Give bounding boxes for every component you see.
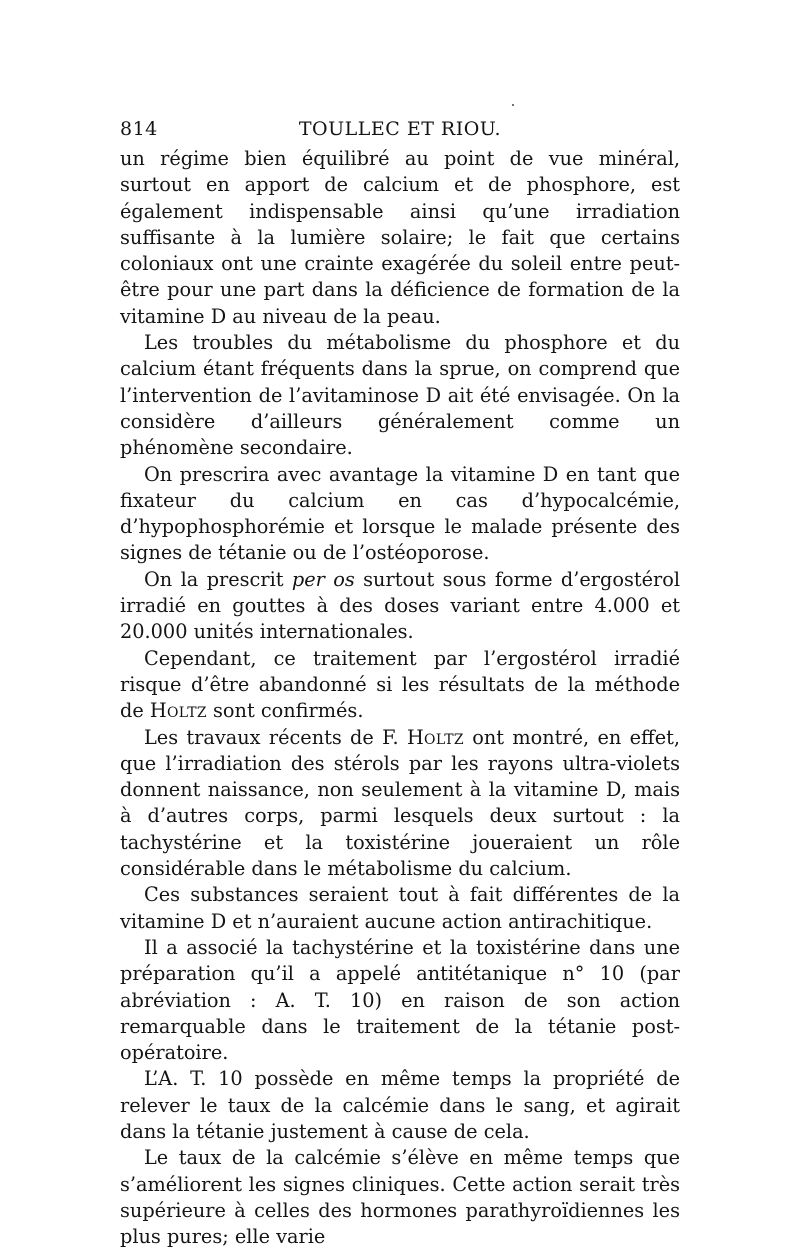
paragraph [120,330,680,461]
text-run: Le taux de la calcémie s’élève en même temps que s’améliorent les signes cliniques. Cette action serait très supérieure à celles des hormones parathyroïdiennes les plus pures; elle varie [120,1146,680,1249]
running-title: TOULLEC ET RIOU. [298,118,502,140]
text-run: Ces substances seraient tout à fait différentes de la vitamine D et n’auraient aucune action antirachitique. [120,883,680,933]
text-run: surtout sous forme d’ergostérol irradié en gouttes à des doses variant entre 4.000 et 20.000 unités internationales. [120,567,680,644]
paragraph [120,935,680,1066]
paragraph [120,646,680,725]
paragraph [120,1145,680,1250]
paragraph [120,725,680,883]
page-number: 814 [120,118,158,140]
italic-run: per os [291,567,355,591]
text-run: Cependant, ce traitement par l’ergostérol irradié risque d’être abandonné si les résultats de la méthode de [120,646,680,723]
text-run: L’A. T. 10 possède en même temps la propriété de relever le taux de la calcémie dans le sang, et agirait dans la tétanie justement à cause de cela. [120,1067,680,1143]
book-page [120,114,680,1250]
text-run: On la prescrit [144,567,292,591]
running-head [120,114,680,144]
paragraph [120,567,680,646]
stray-ink-dot [512,104,514,106]
paragraph [120,462,680,567]
text-run: un régime bien équilibré au point de vue minéral, surtout en apport de calcium et de phosphore, est également indispensable ainsi qu’une irradiation suffisante à la lumière solaire; le fait que certains coloniaux ont une crainte exagérée du soleil entre peut-être pour une part dans la déficience de formation de la vitamine D au niveau de la peau. [120,147,680,328]
paragraph [120,1066,680,1145]
text-run: Il a associé la tachystérine et la toxistérine dans une préparation qu’il a appelé antitétanique n° 10 (par abréviation : A. T. 10) en raison de son action remarquable dans le traitement de la tétanie post-opératoire. [120,935,680,1065]
body-text [120,146,680,1250]
small-caps-run: Holtz [149,699,207,723]
paragraph [120,882,680,935]
paragraph [120,146,680,330]
small-caps-run: Holtz [406,725,464,749]
text-run: On prescrira avec avantage la vitamine D en tant que fixateur du calcium en cas d’hypocalcémie, d’hypophosphorémie et lorsque le malade présente des signes de tétanie ou de l’ostéoporose. [120,462,680,565]
text-run: Les travaux récents de F. [144,725,407,749]
text-run: Les troubles du métabolisme du phosphore et du calcium étant fréquents dans la sprue, on comprend que l’intervention de l’avitaminose D ait été envisagée. On la considère d’ailleurs généralement comme un phénomène secondaire. [120,331,680,460]
text-run: sont confirmés. [206,699,364,723]
text-run: ont montré, en effet, que l’irradiation des stérols par les rayons ultra-violets donnent naissance, non seulement à la vitamine D, mais à d’autres corps, parmi lesquels deux surtout : la tachystérine et la toxistérine joueraient un rôle considérable dans le métabolisme du calcium. [120,725,680,881]
